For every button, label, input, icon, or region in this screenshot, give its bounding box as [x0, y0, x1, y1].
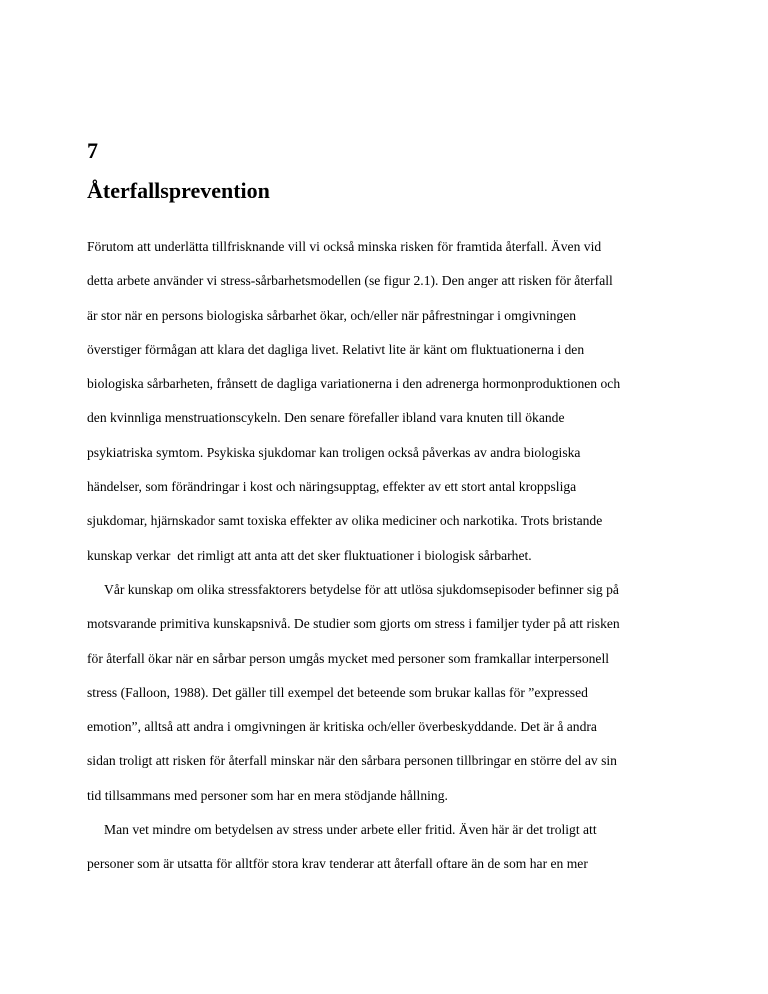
text-line: motsvarande primitiva kunskapsnivå. De studier som gjorts om stress i familjer tyder på att risken: [87, 616, 620, 632]
text-line: stress (Falloon, 1988). Det gäller till exempel det beteende som brukar kallas för ”expressed: [87, 684, 588, 700]
text-line: emotion”, alltså att andra i omgivningen är kritiska och/eller överbeskyddande. Det är å andra: [87, 719, 597, 735]
chapter-title: Återfallsprevention: [87, 178, 270, 203]
text-line: den kvinnliga menstruationscykeln. Den senare förefaller ibland vara knuten till ökande: [87, 410, 565, 426]
text-line: Vår kunskap om olika stressfaktorers betydelse för att utlösa sjukdomsepisoder befinner sig på: [104, 581, 619, 597]
text-line: biologiska sårbarheten, frånsett de dagliga variationerna i den adrenerga hormonproduktionen och: [87, 376, 621, 392]
paragraph-1: [87, 230, 687, 573]
text-line: sidan troligt att risken för återfall minskar när den sårbara personen tillbringar en större del av sin: [87, 753, 617, 769]
text-line: tid tillsammans med personer som har en mera stödjande hållning.: [87, 787, 448, 803]
chapter-number: 7: [87, 138, 98, 163]
text-line: Förutom att underlätta tillfrisknande vill vi också minska risken för framtida återfall. Även vid: [87, 239, 602, 254]
text-line: händelser, som förändringar i kost och näringsupptag, effekter av ett stort antal kroppsliga: [87, 479, 577, 495]
text-line: kunskap verkar det rimligt att anta att det sker fluktuationer i biologisk sårbarhet.: [87, 547, 532, 563]
text-line: sjukdomar, hjärnskador samt toxiska effekter av olika mediciner och narkotika. Trots bristande: [87, 513, 603, 529]
paragraph-3: [87, 813, 687, 882]
text-line: överstiger förmågan att klara det dagliga livet. Relativt lite är känt om fluktuationerna i den: [87, 341, 585, 357]
text-line: Man vet mindre om betydelsen av stress under arbete eller fritid. Även här är det troligt att: [104, 822, 597, 838]
text-line: psykiatriska symtom. Psykiska sjukdomar kan troligen också påverkas av andra biologiska: [87, 444, 581, 460]
text-line: är stor när en persons biologiska sårbarhet ökar, och/eller när påfrestningar i omgivningen: [87, 307, 577, 323]
body-text: [87, 230, 687, 882]
paragraph-2: [87, 573, 687, 813]
text-line: personer som är utsatta för alltför stora krav tenderar att återfall oftare än de som har en mer: [87, 856, 588, 872]
text-line: för återfall ökar när en sårbar person umgås mycket med personer som framkallar interpersonell: [87, 650, 610, 666]
text-line: detta arbete använder vi stress-sårbarhetsmodellen (se figur 2.1). Den anger att risken för återfall: [87, 273, 613, 289]
